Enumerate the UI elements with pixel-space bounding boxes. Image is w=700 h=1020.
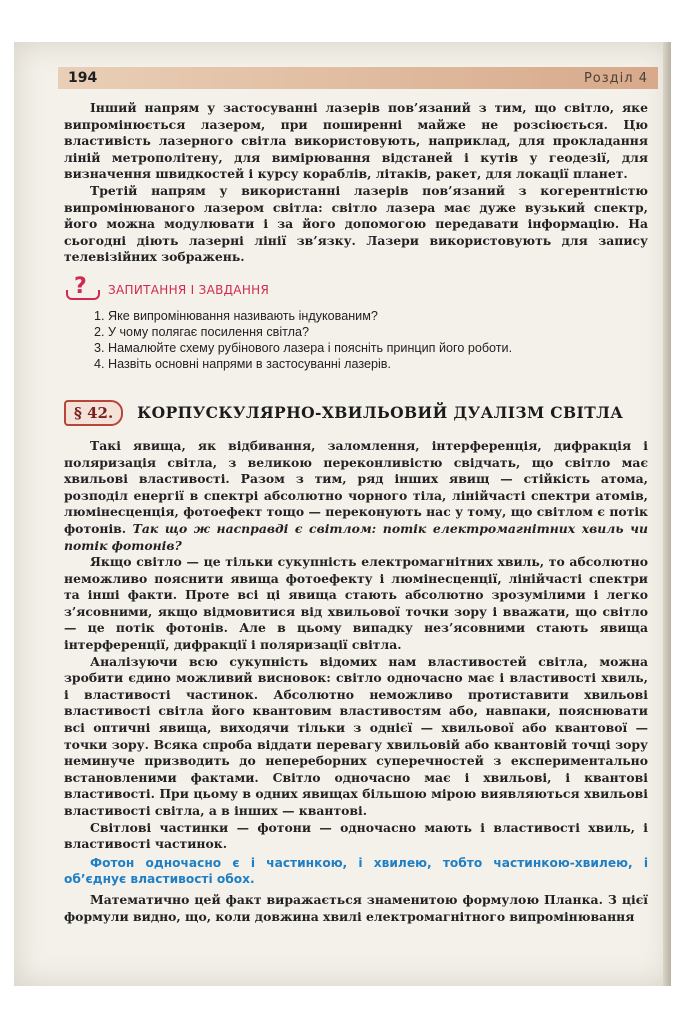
key-statement: Фотон одночасно є і частинкою, і хвилею, тобто частинкою-хвилею, і об’єднує властивості обох. xyxy=(64,855,648,887)
questions-title: ЗАПИТАННЯ І ЗАВДАННЯ xyxy=(108,282,270,297)
page-edge xyxy=(663,42,671,986)
questions-header xyxy=(66,273,648,302)
section-number-badge: § 42. xyxy=(64,400,123,426)
questions-list xyxy=(64,308,648,372)
question-item: 1. Яке випромінювання називають індукованим? xyxy=(94,308,378,323)
question-mark-icon: ? xyxy=(66,278,102,302)
paragraph-1-text: Такі явища, як відбивання, заломлення, інтерференція, дифракція і поляризація світла, з великою переконливістю свідчать, що світло має хвильові властивості. Разом з тим, ряд інших явищ — стійкість атома, розподіл енергії в спектрі абсолютно чорного тіла, лінійчасті спектри атомів, люмінесценція, фотоефект тощо — переконують нас у тому, що світлом є потік фотонів. xyxy=(64,437,648,536)
paragraph-2: Якщо світло — це тільки сукупність електромагнітних хвиль, то абсолютно неможливо пояснити явища фотоефекту і люмінесценції, лінійчасті спектри та інші факти. Проте всі ці явища стають абсолютно зрозумілими і легко з’ясовними, якщо відмовитися від хвильової точки зору і вважати, що світло — це потік фотонів. Але в цьому випадку нез’ясовними стають явища інтерференції, дифракції і поляризації світла. xyxy=(64,554,648,653)
paragraph-intro-1: Інший напрям у застосуванні лазерів пов’язаний з тим, що світло, яке випромінюється лазером, при поширенні майже не розсіюється. Цю властивість лазерного світла використовують, наприклад, для прокладання ліній метрополітену, для вимірювання відстаней і кутів у геодезії, для визначення швидкостей і курсу кораблів, літаків, ракет, для локації планет. xyxy=(64,100,648,182)
section-heading xyxy=(64,400,648,426)
chapter-label: Розділ 4 xyxy=(583,70,648,86)
question-item: 4. Назвіть основні напрями в застосуванні лазерів. xyxy=(94,356,391,371)
book-page xyxy=(14,42,671,986)
paragraph-3: Аналізуючи всю сукупність відомих нам властивостей світла, можна зробити єдино можливий висновок: світло одночасно має і властивості хвиль, і властивості частинок. Абсолютно неможливо протиставити хвильові властивості світла його квантовим властивостям або, навпаки, пояснювати всі оптичні явища, виходячи тільки з однієї — хвильової або квантової — точки зору. Всяка спроба віддати перевагу хвильовій або квантовій точці зору неминуче призводить до непереборних суперечностей з експериментально встановленими фактами. Світло одночасно має і хвильові, і квантові властивості. При цьому в одних явищах більшою мірою виявляються хвильові властивості світла, а в інших — квантові. xyxy=(64,653,648,818)
section-title: КОРПУСКУЛЯРНО-ХВИЛЬОВИЙ ДУАЛІЗМ СВІТЛА xyxy=(137,403,624,423)
paragraph-1-question: Так що ж насправді є світлом: потік електромагнітних хвиль чи потік фотонів? xyxy=(64,520,648,553)
paragraph-5: Математично цей факт виражається знаменитою формулою Планка. З цієї формули видно, що, коли довжина хвилі електромагнітного випромінювання xyxy=(64,891,648,924)
paragraph-4: Світлові частинки — фотони — одночасно мають і властивості хвиль, і властивості частинок. xyxy=(64,819,648,852)
paragraph-1 xyxy=(64,438,648,554)
page-content xyxy=(64,100,648,925)
paragraph-intro-2: Третій напрям у використанні лазерів пов’язаний з когерентністю випромінюваного лазером світла: світло лазера має дуже вузький спектр, його можна модулювати і за його допомогою передавати інформацію. На сьогодні діють лазерні лінії зв’язку. Лазери використовують для запису телевізійних зображень. xyxy=(64,182,648,265)
question-item: 3. Намалюйте схему рубінового лазера і поясніть принцип його роботи. xyxy=(94,340,513,355)
question-item: 2. У чому полягає посилення світла? xyxy=(94,324,309,339)
page-number: 194 xyxy=(68,70,98,86)
page-header xyxy=(58,67,658,89)
